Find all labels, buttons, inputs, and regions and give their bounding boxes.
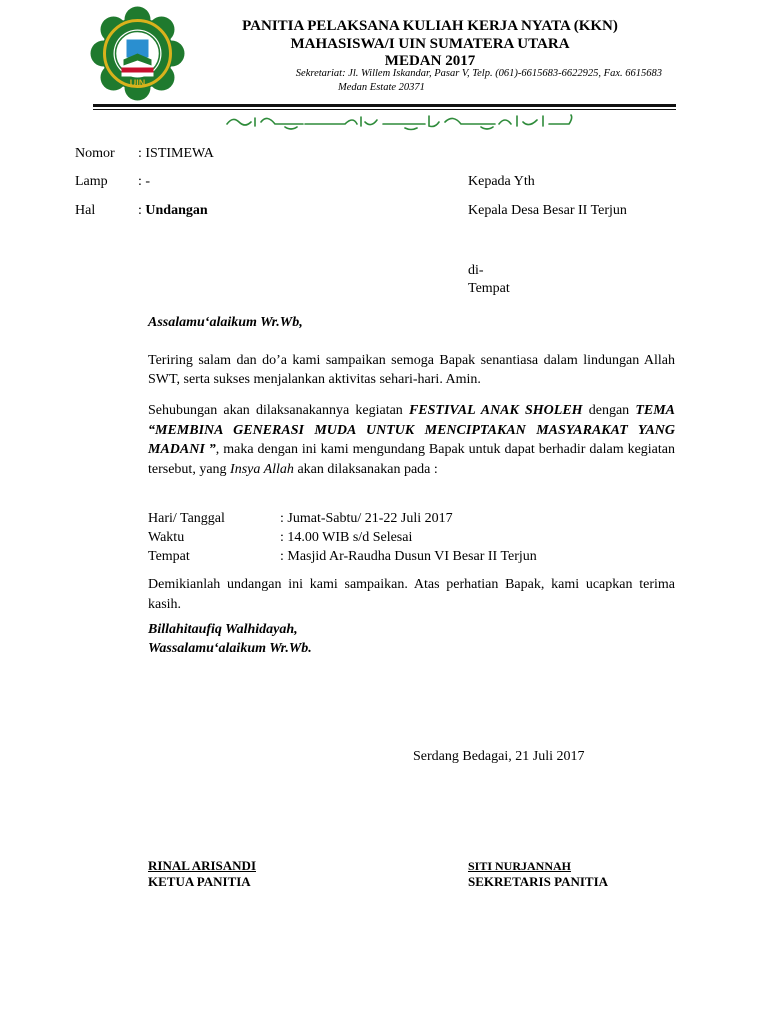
header-rule-thin [93,109,676,110]
signature-name-chair: RINAL ARISANDI [148,858,256,873]
para2-d: akan dilaksanakan pada : [297,461,438,477]
recipient-line3: di- [468,263,484,278]
header-address1: Sekretariat: Jl. Willem Iskandar, Pasar V, Telp. (061)-6615683-6622925, Fax. 6615683 [295,68,662,79]
nomor-label: Nomor [75,146,115,161]
header-rule-thick [93,104,676,107]
sign-off-1: Billahitaufiq Walhidayah, [148,622,298,637]
nomor-value: : ISTIMEWA [138,146,214,161]
place-date: Serdang Bedagai, 21 Juli 2017 [413,749,585,764]
para2-a: Sehubungan akan dilaksanakannya kegiatan [148,403,403,418]
recipient-line1: Kepada Yth [468,174,535,189]
signature-name-secretary: SITI NURJANNAH [468,859,572,873]
header-line2: MAHASISWA/I UIN SUMATERA UTARA [290,36,570,52]
recipient-line4: Tempat [468,281,510,296]
calligraphy-ornament [225,112,575,132]
header-address2: Medan Estate 20371 [338,82,425,93]
sign-off-2: Wassalamu‘alaikum Wr.Wb. [148,641,312,656]
hal-colon: : [138,203,142,218]
event-theme: TEMA “MEMBINA GENERASI MUDA UNTUK MENCIPTAKAN MASYARAKAT YANG MADANI ” [148,403,676,457]
paragraph-intro: Teriring salam dan do’a kami sampaikan semoga Bapak senantiasa dalam lindungan Allah SWT, serta sukses menjalankan aktivitas sehari-hari. Amin. [148,353,675,387]
logo-text: UIN [129,78,146,88]
hal-label: Hal [75,203,96,218]
greeting: Assalamu‘alaikum Wr.Wb, [148,315,303,330]
detail-value-date: : Jumat-Sabtu/ 21-22 Juli 2017 [280,511,453,526]
detail-label-date: Hari/ Tanggal [148,511,225,526]
lamp-label: Lamp [75,174,108,189]
paragraph-closing: Demikianlah undangan ini kami sampaikan. Atas perhatian Bapak, kami ucapkan terima kasih. [148,577,675,612]
recipient-line2: Kepala Desa Besar II Terjun [468,203,627,218]
insya-allah: Insya Allah [230,461,294,477]
university-logo [90,6,185,101]
event-name: FESTIVAL ANAK SHOLEH [408,403,583,418]
detail-value-time: : 14.00 WIB s/d Selesai [280,530,413,545]
hal-value: Undangan [145,203,208,218]
para2-b: dengan [588,403,630,418]
para2-c: , maka dengan ini kami mengundang Bapak untuk dapat berhadir dalam kegiatan tersebut, yang [148,442,675,477]
signature-title-secretary: SEKRETARIS PANITIA [468,874,609,889]
detail-label-time: Waktu [148,530,185,545]
lamp-value: : - [138,174,151,189]
header-line1: PANITIA PELAKSANA KULIAH KERJA NYATA (KKN) [242,18,618,34]
detail-label-place: Tempat [148,549,190,564]
paragraph-invitation [148,401,675,479]
detail-value-place: : Masjid Ar-Raudha Dusun VI Besar II Terjun [280,549,537,564]
header-line3: MEDAN 2017 [384,53,476,69]
signature-title-chair: KETUA PANITIA [148,874,251,889]
